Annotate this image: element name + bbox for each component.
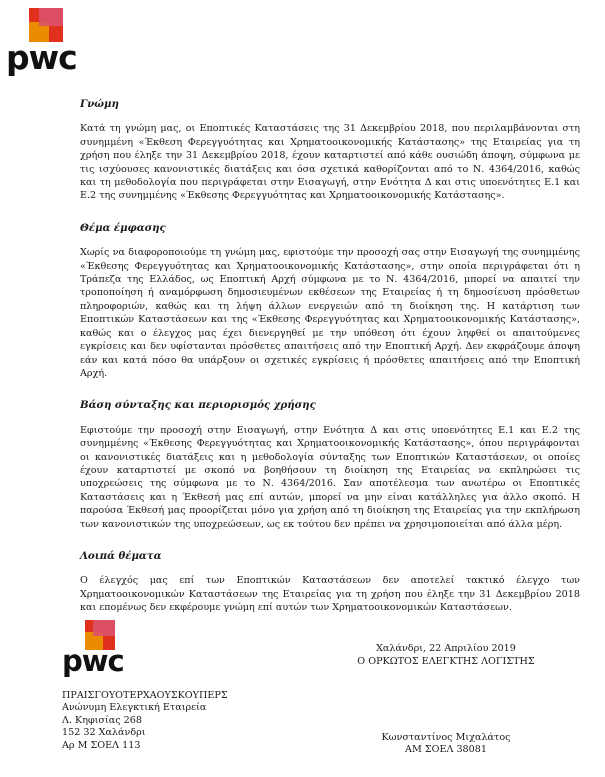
firm-line: Ανώνυμη Ελεγκτική Εταιρεία [62, 702, 207, 714]
firm-line: Λ. Κηφισίας 268 [62, 714, 142, 726]
logo-wordmark: pwc [6, 38, 77, 77]
section-title: Λοιπά θέματα [80, 549, 162, 562]
logo-pink-block [39, 8, 63, 26]
section-other-matters [80, 550, 580, 615]
pwc-logo-top [6, 8, 76, 78]
section-title: Θέμα έμφασης [80, 221, 166, 234]
section-paragraph: Κατά τη γνώμη μας, οι Εποπτικές Καταστάσεις της 31 Δεκεμβρίου 2018, που περιλαμβάνονται στη συνημμένη «Έκθεση Φερεγγυότητας και Χρηματοοικονομικής Κατάστασης» της Εταιρείας για τη χρήση που έληξε την 31 Δεκεμβρίου 2018, έχουν καταρτιστεί από κάθε ουσιώδη άποψη, σύμφωνα με τις ισχύουσες κανονιστικές διατάξεις και όσα σχετικά καθορίζονται από το Ν. 4364/2016, καθώς και τη μεθοδολογία που περιγράφεται στην Εισαγωγή, στην Ενότητα Δ και στις υποενότητες Ε.1 και Ε.2 της συνημμένης «Έκθεσης Φερεγγυότητας και Χρηματοοικονομικής Κατάστασης». [80, 123, 580, 202]
section-title: Βάση σύνταξης και περιορισμός χρήσης [80, 399, 316, 412]
section-paragraph: Χωρίς να διαφοροποιούμε τη γνώμη μας, εφιστούμε την προσοχή σας στην Εισαγωγή της συνημμένης «Έκθεσης Φερεγγυότητας και Χρηματοοικονομικής Κατάστασης», στην οποία περιγράφεται ότι η Τράπεζα της Ελλάδος, ως Εποπτική Αρχή σύμφωνα με το Ν. 4364/2016, μπορεί να απαιτεί την τροποποίηση ή αναμόρφωση δημοσιευμένων εκθέσεων της Εταιρείας ή τη δημοσίευση πρόσθετων πληροφοριών, καθώς και τη λήψη άλλων ενεργειών από τη διοίκηση της. Η κατάρτιση των Εποπτικών Καταστάσεων και της «Έκθεσης Φερεγγυότητας και Χρηματοοικονομικής Κατάστασης», καθώς και ο έλεγχος μας έχει διενεργηθεί με την υπόθεση ότι έχουν ληφθεί οι απαιτούμενες εγκρίσεις και δεν υφίστανται πρόσθετες απαιτήσεις από την Εποπτική Αρχή. Δεν εκφράζουμε άποψη εάν και κατά πόσο θα υπάρξουν οι σχετικές εγκρίσεις ή πρόσθετες απαιτήσεις από την Εποπτική Αρχή. [80, 247, 580, 379]
signature-block [348, 642, 544, 669]
firm-address [62, 690, 228, 752]
logo-wordmark: pwc [62, 644, 124, 678]
firm-line: 152 32 Χαλάνδρι [62, 727, 146, 739]
logo-pink-block [93, 620, 115, 636]
section-emphasis [80, 222, 580, 380]
section-title: Γνώμη [80, 98, 119, 110]
firm-line: ΠΡΑΙΣΓΟΥΟΤΕΡΧΑΟΥΣΚΟΥΠΕΡΣ [62, 690, 228, 701]
date-place: Χαλάνδρι, 22 Απριλίου 2019 [376, 643, 516, 654]
signatory-name: Κωνσταντίνος Μιχαλάτος [381, 732, 511, 743]
section-paragraph: Ο έλεγχός μας επί των Εποπτικών Καταστάσεων δεν αποτελεί τακτικό έλεγχο των Χρηματοοικονομικών Καταστάσεων της Εταιρείας για τη χρήση που έληξε την 31 Δεκεμβρίου 2018 και επομένως δεν εκφέρουμε γνώμη επί αυτών των Χρηματοοικονομικών Καταστάσεων. [80, 575, 580, 614]
section-opinion [80, 98, 580, 203]
signatory [360, 732, 532, 757]
report-body [80, 98, 580, 634]
signatory-registration: ΑΜ ΣΟΕΛ 38081 [405, 744, 487, 756]
section-basis [80, 399, 580, 531]
auditor-title: Ο ΟΡΚΩΤΟΣ ΕΛΕΓΚΤΗΣ ΛΟΓΙΣΤΗΣ [357, 656, 535, 668]
pwc-logo-bottom [62, 620, 132, 680]
firm-line: Αρ Μ ΣΟΕΛ 113 [62, 739, 141, 751]
section-paragraph: Εφιστούμε την προσοχή στην Εισαγωγή, στην Ενότητα Δ και στις υποενότητες Ε.1 και Ε.2 της συνημμένης «Έκθεσης Φερεγγυότητας και Χρηματοοικονομικής Κατάστασης», όπου περιγράφονται οι κανονιστικές διατάξεις και η μεθοδολογία σύνταξης των Εποπτικών Καταστάσεων, οι οποίες έχουν καταρτιστεί με σκοπό να βοηθήσουν τη διοίκηση της Εταιρείας να εκπληρώσει τις υποχρεώσεις της σύμφωνα με το Ν. 4364/2016. Σαν αποτέλεσμα των ανωτέρω οι Εποπτικές Καταστάσεις και η Έκθεσή μας επί αυτών, μπορεί να μην είναι κατάλληλες για άλλο σκοπό. Η παρούσα Έκθεσή μας προορίζεται μόνο για χρήση από τη διοίκηση της Εταιρείας για την εκπλήρωση των κανονιστικών της υποχρεώσεων, ως εκ τούτου δεν πρέπει να χρησιμοποιείται από άλλα μέρη. [80, 424, 580, 530]
